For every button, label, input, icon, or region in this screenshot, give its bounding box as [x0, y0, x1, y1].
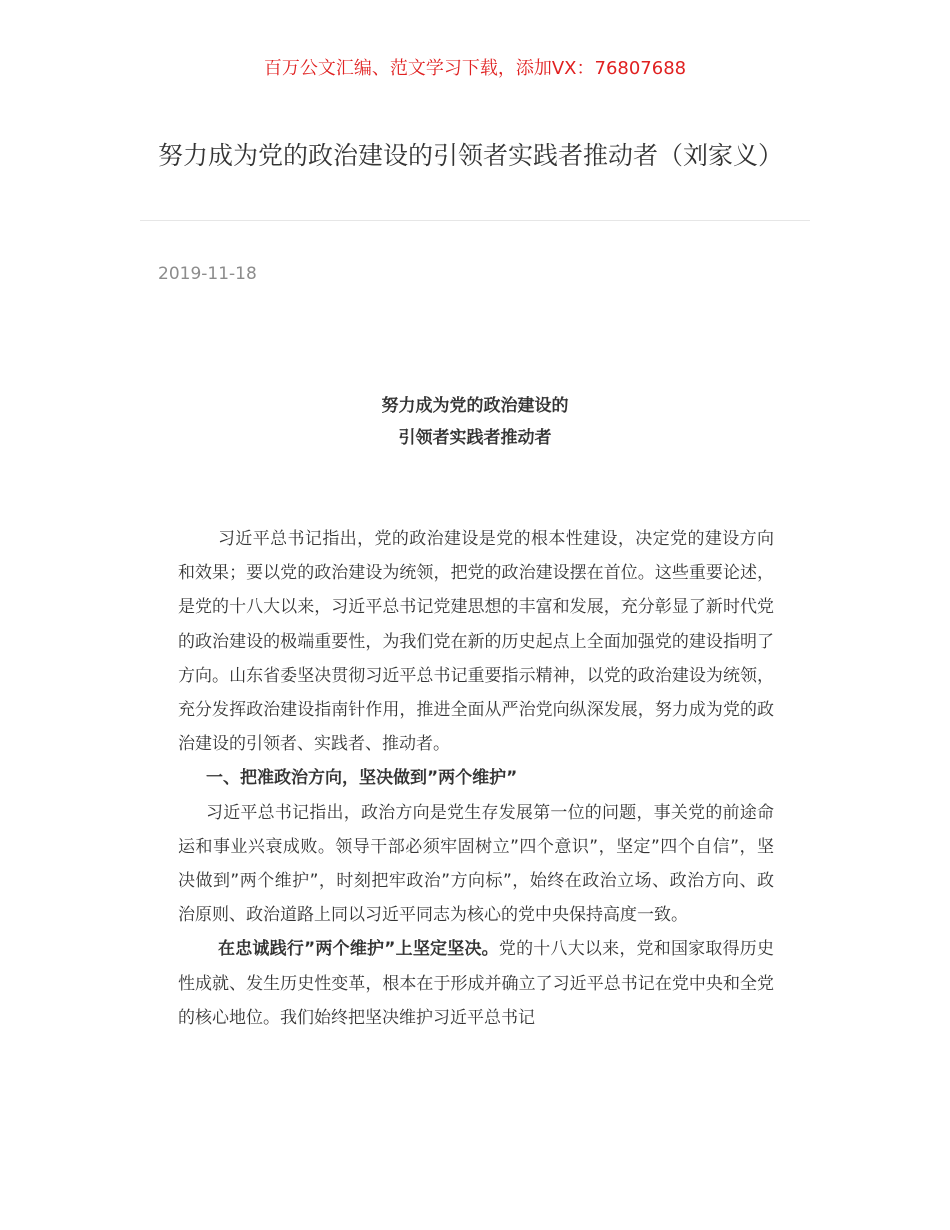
paragraph-loyalty-text: 党的十八大以来，党和国家取得历史性成就、发生历史性变革，根本在于形成并确立了习近平总书记在党中央和全党的核心地位。我们始终把坚决维护习近平总书记: [178, 939, 774, 1028]
section-heading-1: 一、把准政治方向，坚决做到”两个维护”: [206, 768, 518, 789]
paragraph-loyalty: [178, 932, 774, 1035]
paragraph-political-direction: 习近平总书记指出，政治方向是党生存发展第一位的问题，事关党的前途命运和事业兴衰成败。领导干部必须牢固树立”四个意识”，坚定”四个自信”，坚决做到”两个维护”，时刻把牢政治”方向标”，始终在政治立场、政治方向、政治原则、政治道路上同以习近平同志为核心的党中央保持高度一致。: [178, 802, 774, 926]
publish-date: 2019-11-18: [158, 264, 257, 284]
article-heading-line-2: 引领者实践者推动者: [398, 428, 552, 448]
page-title: 努力成为党的政治建设的引领者实践者推动者（刘家义）: [158, 141, 784, 170]
promo-banner: 百万公文汇编、范文学习下载，添加VX：76807688: [263, 58, 687, 79]
title-divider: [140, 220, 810, 221]
paragraph-intro: 习近平总书记指出，党的政治建设是党的根本性建设，决定党的建设方向和效果；要以党的政治建设为统领，把党的政治建设摆在首位。这些重要论述，是党的十八大以来，习近平总书记党建思想的丰富和发展，充分彰显了新时代党的政治建设的极端重要性，为我们党在新的历史起点上全面加强党的建设指明了方向。山东省委坚决贯彻习近平总书记重要指示精神，以党的政治建设为统领，充分发挥政治建设指南针作用，推进全面从严治党向纵深发展，努力成为党的政治建设的引领者、实践者、推动者。: [178, 529, 774, 755]
article-heading: [0, 390, 950, 454]
article-heading-line-1: 努力成为党的政治建设的: [381, 396, 569, 416]
paragraph-loyalty-lead: 在忠诚践行”两个维护”上坚定坚决。: [218, 939, 499, 960]
article-body: [178, 522, 774, 1035]
